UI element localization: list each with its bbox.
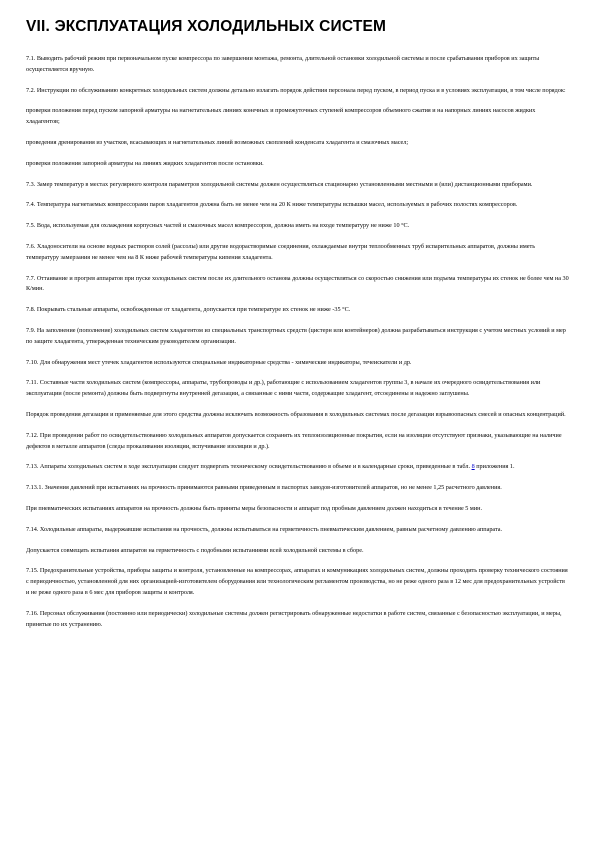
- paragraph-7-12: 7.12. При проведении работ по освидетельствованию холодильных аппаратов допускается сохранять их теплоизоляционные покрытия, если на изоляции отсутствуют признаки, указывающие на наличие дефектов в металле аппаратов (следы прокаливания изоляции, вспучивание изоляции и др.).: [26, 431, 562, 450]
- paragraph-7-2-item-2: проведения дренирования из участков, всасывающих и нагнетательных линий возможных скоплений конденсата хладагента и смазочных масел;: [26, 138, 409, 146]
- paragraph-7-5: 7.5. Вода, используемая для охлаждения корпусных частей и смазочных масел компрессоров, должна иметь на входе температуру не ниже 10 °C.: [26, 222, 410, 230]
- paragraph-7-13-1-note: При пневматических испытаниях аппаратов на прочность должны быть приняты меры безопасности и аппарат под пробным давлением должен находиться в течение 5 мин.: [26, 504, 482, 512]
- paragraph-7-15: 7.15. Предохранительные устройства, приборы защиты и контроля, установленные на компрессорах, аппаратах и коммуникациях холодильных систем, должны проходить проверку технического состояния с периодичностью, установленной для них организацией-изготовителем оборудования или технологическим регламентом производства, но не реже одного раза в 12 мес для предохранительных устройств и не реже одного раза в 6 мес для приборов защиты и контроля.: [26, 567, 568, 596]
- paragraph-7-14: 7.14. Холодильные аппараты, выдержавшие испытания на прочность, должны испытываться на герметичность пневматическим давлением, равным расчетному давлению аппарата.: [26, 525, 503, 533]
- paragraph-7-14-note: Допускается совмещать испытания аппаратов на герметичность с подобными испытаниями всей холодильной системы в сборе.: [26, 546, 364, 554]
- paragraph-7-3: 7.3. Замер температур в местах регулярного контроля параметров холодильной системы должен осуществляться стационарно установленными местными и (или) дистанционными приборами.: [26, 180, 533, 188]
- paragraph-7-1: 7.1. Выводить рабочий режим при первоначальном пуске компрессора по завершении монтажа, ремонта, длительной остановки холодильной системы и после срабатывания приборов их защиты осуществляется вручную.: [26, 55, 540, 73]
- paragraph-7-10: 7.10. Для обнаружения мест утечек хладагентов используются специальные индикаторные средства - химические индикаторы, течеискатели и др.: [26, 358, 412, 366]
- paragraph-7-13-text: 7.13. Аппараты холодильных систем в ходе эксплуатации следует подвергать техническому освидетельствованию в объеме и в календарные сроки, приведенные в табл.: [26, 463, 472, 471]
- paragraph-7-2-item-1: проверки положения перед пуском запорной арматуры на нагнетательных линиях конечных и промежуточных ступеней компрессоров объемного сжатия и на напорных линиях насосов жидких хладагентов;: [26, 107, 536, 126]
- paragraph-7-9: 7.9. На заполнение (пополнение) холодильных систем хладагентом из специальных транспортных средств (цистерн или контейнеров) должна разрабатываться инструкция с учетом местных условий и мер по защите хладагента, утвержденная техническим руководителем организации.: [26, 326, 566, 345]
- paragraph-7-13: [26, 462, 569, 473]
- paragraph-7-13-1: 7.13.1. Значения давлений при испытаниях на прочность принимаются равными приведенным в паспортах заводов-изготовителей аппаратов, но не менее 1,25 расчетного давления.: [26, 484, 502, 492]
- paragraph-7-2-item-3: проверки положения запорной арматуры на линиях жидких хладагентов после остановки.: [26, 159, 264, 167]
- paragraph-7-11: 7.11. Составные части холодильных систем (компрессоры, аппараты, трубопроводы и др.), работающие с использованием хладагентов группы 3, в начале их очередного освидетельствования или эксплуатации (после ремонта) должны быть подвергнуты внутренней дегазации, а связанные с ними части, содержащие хладагент, отсоединены и надежно заглушены.: [26, 379, 541, 398]
- paragraph-7-4: 7.4. Температура нагнетаемых компрессорами паров хладагентов должна быть не менее чем на 20 К ниже температуры вспышки масел, используемых в рабочих полостях компрессоров.: [26, 201, 518, 209]
- paragraph-7-8: 7.8. Покрывать стальные аппараты, освобожденные от хладагента, допускается при температуре их стенок не ниже -35 °C.: [26, 306, 351, 314]
- paragraph-7-6: 7.6. Хладоносители на основе водных растворов солей (рассолы) или другие водорастворимые соединения, охлаждаемые внутри теплообменных труб испарительных аппаратов, должны иметь температуру замерзания не менее чем на 8 К ниже рабочей температуры кипения хладагента.: [26, 242, 536, 261]
- paragraph-7-13-tail: приложения 1.: [474, 463, 515, 471]
- paragraph-7-16: 7.16. Персонал обслуживания (постоянно или периодически) холодильные системы должен регистрировать обнаруженные недостатки в работе систем, связанные с безопасностью эксплуатации, и меры, принятые по их устранению.: [26, 609, 562, 628]
- table-8-link[interactable]: 8: [471, 463, 475, 471]
- paragraph-7-11-note: Порядок проведения дегазации и применяемые для этого средства должны исключать возможность образования в холодильных системах после дегазации взрывоопасных смесей и опасных концентраций.: [26, 410, 566, 418]
- section-heading: VII. ЭКСПЛУАТАЦИЯ ХОЛОДИЛЬНЫХ СИСТЕМ: [26, 18, 387, 35]
- paragraph-7-2: 7.2. Инструкции по обслуживанию конкретных холодильных систем должны детально излагать порядок действия персонала перед пуском, в период пуска и в условиях эксплуатации, в том числе порядок:: [26, 86, 566, 94]
- paragraph-7-7: 7.7. Оттаивание и прогрев аппаратов при пуске холодильных систем после их длительного останова должны осуществляться со скоростью снижения или подъема температуры их стенок не более чем на 30 К/мин.: [26, 274, 569, 293]
